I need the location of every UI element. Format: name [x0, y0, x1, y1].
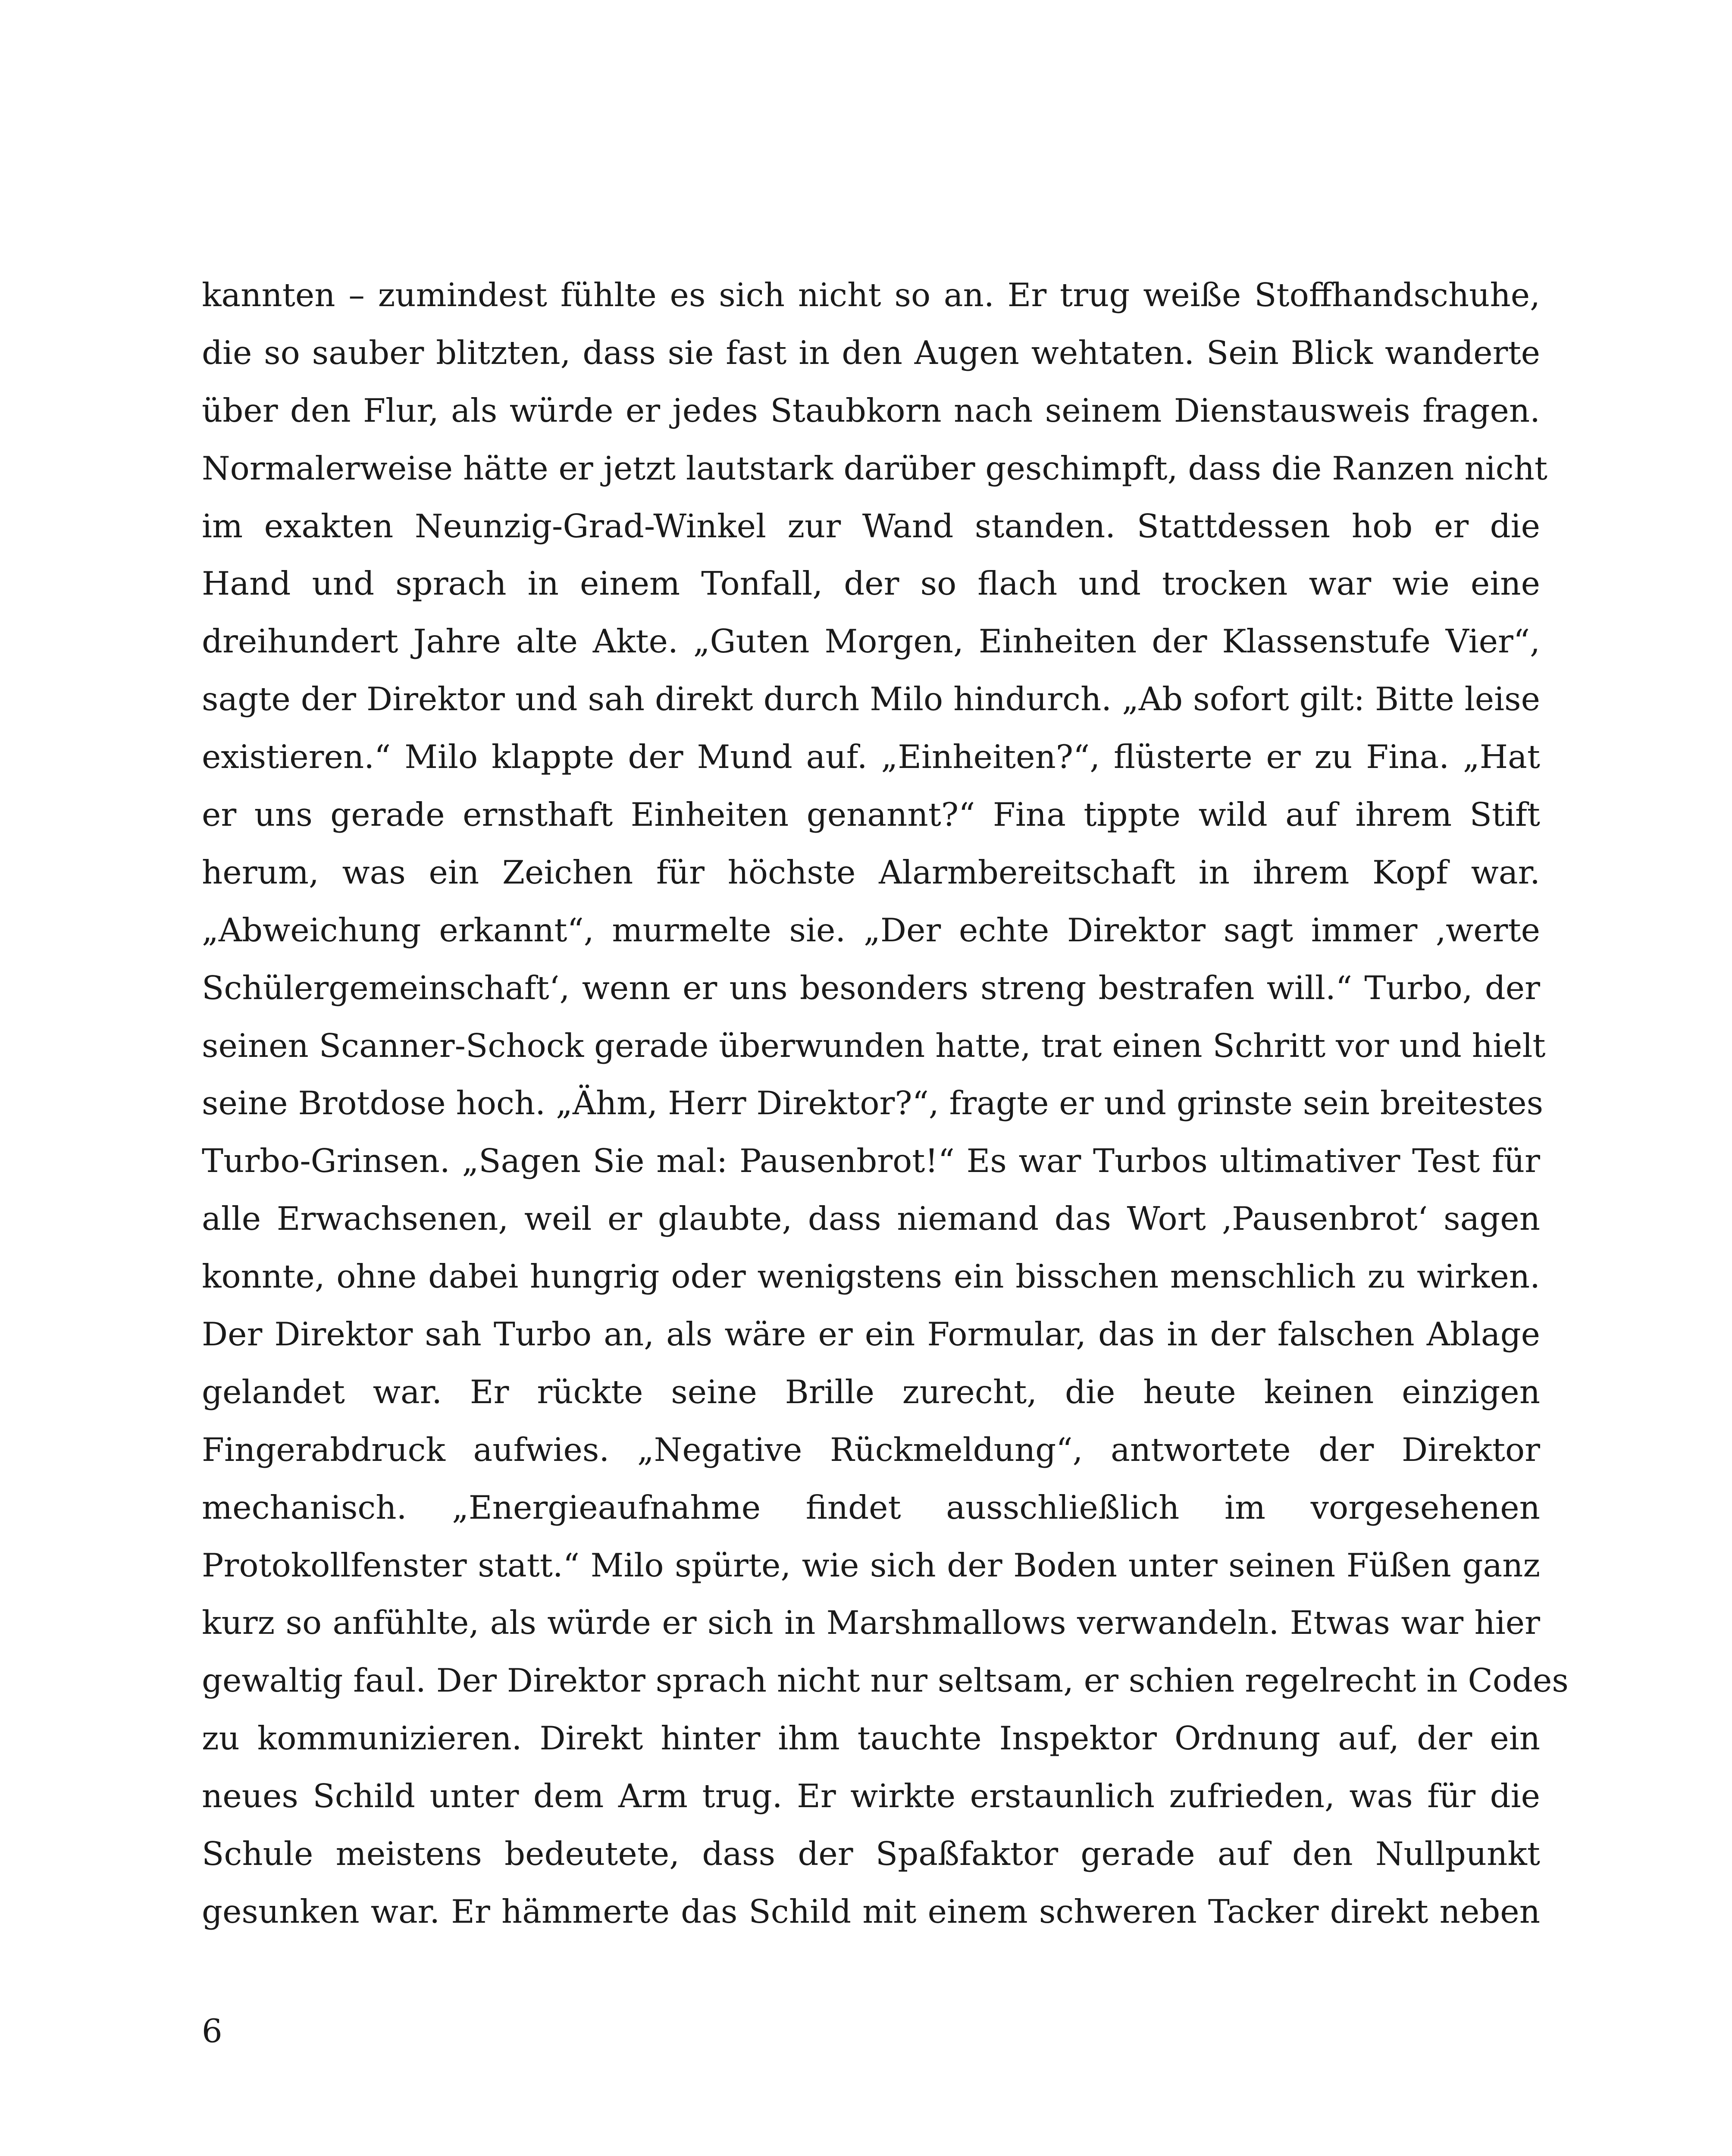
text-line: neues Schild unter dem Arm trug. Er wirkte erstaunlich zufrieden, was für die [202, 1777, 1540, 1815]
text-line: Turbo-Grinsen. „Sagen Sie mal: Pausenbrot!“ Es war Turbos ultimativer Test für [202, 1142, 1540, 1180]
text-line: zu kommunizieren. Direkt hinter ihm tauchte Inspektor Ordnung auf, der ein [202, 1719, 1540, 1758]
text-line: kurz so anfühlte, als würde er sich in Marshmallows verwandeln. Etwas war hier [202, 1604, 1540, 1642]
text-line: alle Erwachsenen, weil er glaubte, dass niemand das Wort ‚Pausenbrot‘ sagen [202, 1200, 1540, 1238]
text-line: Der Direktor sah Turbo an, als wäre er ein Formular, das in der falschen Ablage [202, 1315, 1540, 1354]
body-text [202, 266, 1569, 1941]
text-line: Protokollfenster statt.“ Milo spürte, wie sich der Boden unter seinen Füßen ganz [202, 1546, 1540, 1584]
text-line: über den Flur, als würde er jedes Staubkorn nach seinem Dienstausweis fragen. [202, 391, 1540, 429]
text-line: seine Brotdose hoch. „Ähm, Herr Direktor?“, fragte er und grinste sein breitestes [202, 1084, 1544, 1122]
text-line: gelandet war. Er rückte seine Brille zurecht, die heute keinen einzigen [202, 1373, 1540, 1411]
text-line: Schule meistens bedeutete, dass der Spaßfaktor gerade auf den Nullpunkt [202, 1835, 1540, 1873]
text-line: sagte der Direktor und sah direkt durch Milo hindurch. „Ab sofort gilt: Bitte leise [202, 680, 1540, 718]
text-line: dreihundert Jahre alte Akte. „Guten Morgen, Einheiten der Klassenstufe Vier“, [202, 622, 1540, 661]
text-line: herum, was ein Zeichen für höchste Alarmbereitschaft in ihrem Kopf war. [202, 853, 1540, 891]
text-line: Schülergemeinschaft‘, wenn er uns besonders streng bestrafen will.“ Turbo, der [202, 968, 1540, 1007]
text-line: Normalerweise hätte er jetzt lautstark darüber geschimpft, dass die Ranzen nicht [202, 449, 1548, 487]
text-line: „Abweichung erkannt“, murmelte sie. „Der echte Direktor sagt immer ‚werte [202, 911, 1540, 949]
text-line: Hand und sprach in einem Tonfall, der so flach und trocken war wie eine [202, 564, 1540, 603]
text-line: konnte, ohne dabei hungrig oder wenigstens ein bisschen menschlich zu wirken. [202, 1257, 1540, 1296]
text-line: Fingerabdruck aufwies. „Negative Rückmeldung“, antwortete der Direktor [202, 1430, 1540, 1469]
text-line: er uns gerade ernsthaft Einheiten genannt?“ Fina tippte wild auf ihrem Stift [202, 796, 1540, 834]
text-line: seinen Scanner-Schock gerade überwunden hatte, trat einen Schritt vor und hielt [202, 1026, 1546, 1065]
page-number: 6 [202, 2012, 222, 2050]
text-line: kannten – zumindest fühlte es sich nicht so an. Er trug weiße Stoffhandschuhe, [202, 276, 1540, 314]
text-line: im exakten Neunzig-Grad-Winkel zur Wand standen. Stattdessen hob er die [202, 507, 1540, 545]
text-line: gesunken war. Er hämmerte das Schild mit einem schweren Tacker direkt neben [202, 1892, 1540, 1930]
text-line: die so sauber blitzten, dass sie fast in den Augen wehtaten. Sein Blick wanderte [202, 333, 1540, 372]
text-line: mechanisch. „Energieaufnahme findet ausschließlich im vorgesehenen [202, 1488, 1540, 1526]
text-line: gewaltig faul. Der Direktor sprach nicht nur seltsam, er schien regelrecht in Codes [202, 1661, 1569, 1700]
text-line: existieren.“ Milo klappte der Mund auf. „Einheiten?“, flüsterte er zu Fina. „Hat [202, 738, 1540, 776]
